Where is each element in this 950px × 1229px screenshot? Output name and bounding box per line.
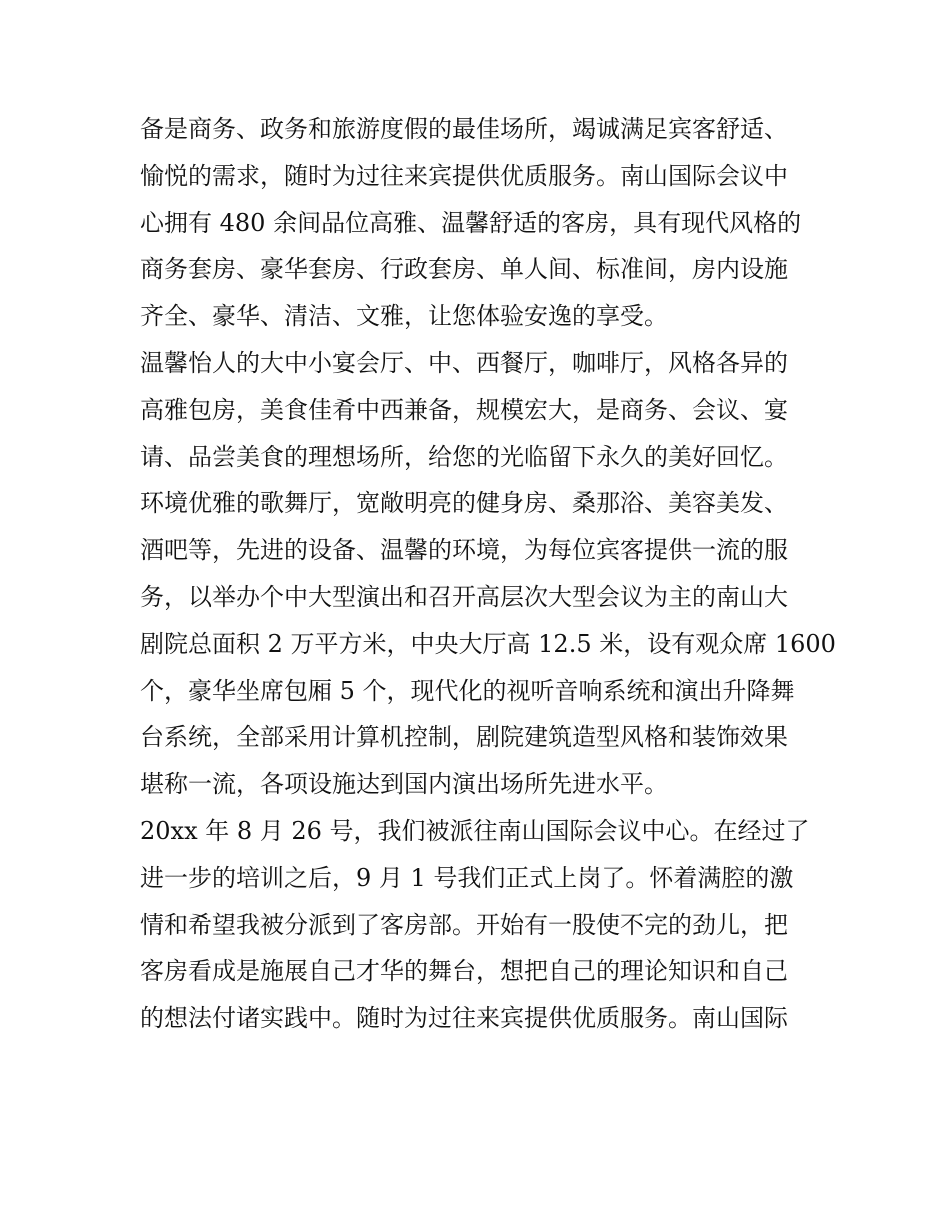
text-line: 愉悦的需求，随时为过往来宾提供优质服务。南山国际会议中 [140, 161, 788, 190]
text-line: 务，以举办个中大型演出和召开高层次大型会议为主的南山大 [140, 582, 788, 611]
text-line: 请、品尝美食的理想场所，给您的光临留下永久的美好回忆。 [140, 442, 788, 471]
text-line: 情和希望我被分派到了客房部。开始有一股使不完的劲儿，把 [140, 910, 788, 939]
text-line: 20xx 年 8 月 26 号，我们被派往南山国际会议中心。在经过了 [140, 816, 810, 845]
text-line: 酒吧等，先进的设备、温馨的环境，为每位宾客提供一流的服 [140, 536, 788, 565]
text-line: 进一步的培训之后，9 月 1 号我们正式上岗了。怀着满腔的激 [140, 863, 794, 892]
body-text [140, 106, 836, 1042]
text-line: 心拥有 480 余间品位高雅、温馨舒适的客房，具有现代风格的 [140, 208, 802, 237]
text-line: 环境优雅的歌舞厅，宽敞明亮的健身房、桑那浴、美容美发、 [140, 489, 788, 518]
text-line: 商务套房、豪华套房、行政套房、单人间、标准间，房内设施 [140, 255, 788, 284]
text-line: 温馨怡人的大中小宴会厅、中、西餐厅，咖啡厅，风格各异的 [140, 348, 788, 377]
text-line: 个，豪华坐席包厢 5 个，现代化的视听音响系统和演出升降舞 [140, 676, 795, 705]
text-line: 客房看成是施展自己才华的舞台，想把自己的理论知识和自己 [140, 957, 788, 986]
text-line: 堪称一流，各项设施达到国内演出场所先进水平。 [140, 770, 668, 799]
text-line: 齐全、豪华、清洁、文雅，让您体验安逸的享受。 [140, 302, 668, 331]
text-line: 备是商务、政务和旅游度假的最佳场所，竭诚满足宾客舒适、 [140, 115, 788, 143]
text-line: 剧院总面积 2 万平方米，中央大厅高 12.5 米，设有观众席 1600 [140, 629, 836, 658]
text-line: 台系统，全部采用计算机控制，剧院建筑造型风格和装饰效果 [140, 723, 788, 752]
text-line: 高雅包房，美食佳肴中西兼备，规模宏大，是商务、会议、宴 [140, 395, 788, 424]
text-line: 的想法付诸实践中。随时为过往来宾提供优质服务。南山国际 [140, 1004, 788, 1033]
